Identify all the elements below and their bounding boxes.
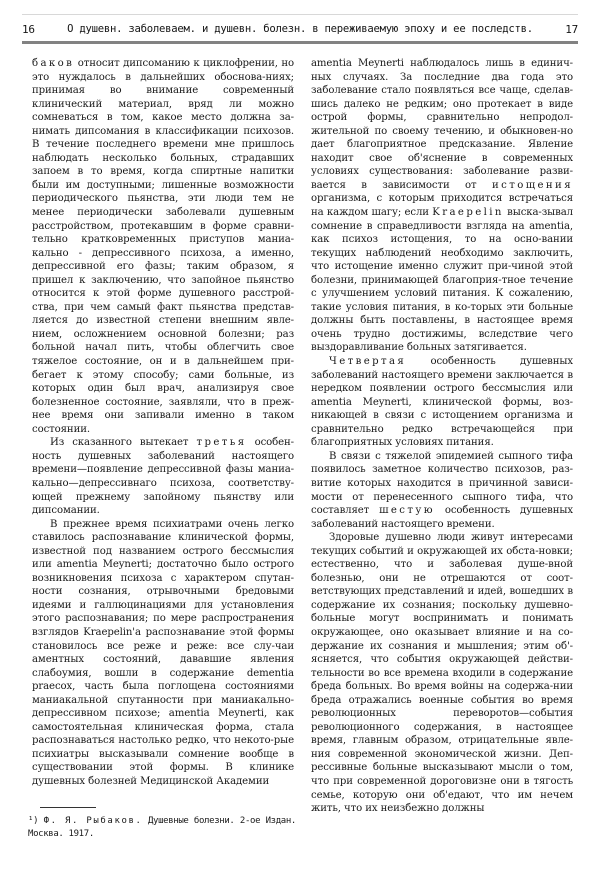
- footnote-marker: ¹): [28, 816, 39, 826]
- header-rule: [22, 41, 578, 44]
- paragraph: Здоровые душевно люди живут интересами текущих событий и окружающей их обста-новки; естественно, что и заболевая душе-вной болезнью, они не отрешаются от соот-ветствующих представлений и идей, вошедших в содержание их сознания; поскольку душевно-больные могут воспринимать и понимать окружающее, оно оказывает влияние и на со-держание их сознания и мышления; этим об'-ясняется, что события окружающей действи-тельности во все времена входили в содержание бреда больных. Во время войны на содержа-нии бреда отражались военные события во время революционных переворотов—события революционного содержания, в настоящее время, главным образом, отрицательные явле-ния современной экономической жизни. Деп-рессивные больные высказывают мысли о том, что при современной дороговизне они в тягость семье, которую они об'едают, что им нечем жить, что их неизбежно должны: [311, 532, 573, 815]
- emphasis-third: третья: [196, 437, 247, 449]
- paragraph-text: amentia Meynerti наблюдалось лишь в единич-ных случаях. За последние два года это заболевание стало появляться все чаще, сделав-шись далеко не редким; оно протекает в виде острой формы, сравнительно непродол-жительной по своему течению, и обыкновен-но дает благоприятное предсказание. Явление находит свое об'яснение в современных условиях существования: заболевание разви-вается в зависимости от: [311, 58, 573, 191]
- left-column: [32, 57, 294, 789]
- paragraph-text: Из сказанного вытекает: [50, 437, 197, 449]
- footnote-rule: [40, 807, 96, 808]
- paragraph-text: особенность душевных заболеваний настоящего времени заключается в нередком появлении острого бессмыслия или amentia Meynerti, клинической формы, воз-никающей в связи с истощением организма и сравнительно редко встречающейся при благоприятных условиях питания.: [311, 356, 573, 449]
- running-title: О душевн. заболеваем. и душевн. болезн. в переживаемую эпоху и ее последств.: [67, 23, 533, 35]
- paragraph: [311, 450, 573, 531]
- footnote: [28, 815, 296, 840]
- footnote-author: Ф. Я. Рыбаков.: [43, 816, 143, 826]
- emphasis-kraepelin: Kraepelin: [432, 207, 504, 219]
- paragraph: [32, 57, 294, 436]
- paragraph: [32, 436, 294, 517]
- paragraph: [311, 355, 573, 450]
- spaced-author-name: баков: [32, 58, 75, 69]
- paragraph: В прежнее время психиатрами очень легко ставилось распознавание клинической формы, известной под названием острого бессмыслия или amentia Meynerti; достаточно было острого возникновения психоза с характером спутан-ности сознания, отрывочными бредовыми идеями и галлюцинациями для установления этого распознавания; по мере распространения взглядов Kraepelin'а распознавание этой формы становилось все реже и реже: все слу-чаи аментных состояний, дававшие явления слабоумия, вошли в содержание dementia praecox, часть была поглощена состояниями маниакальной спутанности при маниакально-депрессивном психозе; amentia Meynerti, как самостоятельная клиническая форма, стала распознаваться настолько редко, что некото-рые психиатры высказывали сомнение вообще в существовании этой формы. В клинике душевных болезней Медицинской Академии: [32, 518, 294, 787]
- page-number-right: 17: [565, 22, 578, 36]
- paragraph-text: особен-ность душевных заболеваний настоящего времени—появление депрессивной фазы маниа-кально—депрессивнаго психоза, соответству-ющей прежнему запойному пьянству или дипсомании.: [32, 437, 294, 517]
- paragraph-text: выска-зывал сомнение в справедливости взгляда на amentia, как психоз истощения, то на осно-вании текущих наблюдений необходимо заключить, что истощение именно служит при-чиной этой болезни, принимающей благоприя-тное течение с улучшением условий питания. К сожалению, такие условия питания, в ко-торых эти больные должны быть поставлены, в настоящее время очень трудно достижимы, вследствие чего выздоравливание больных затягивается.: [311, 207, 573, 354]
- paragraph-text: В связи с тяжелой эпидемией сыпного тифа появилось заметное количество психозов, раз-витие которых находится в причинной зависи-мости от перенесенного сыпного тифа, что составляет: [311, 450, 573, 517]
- paragraph-text: относит дипсоманию к циклофрении, но это нуждалось в дальнейших обоснова-ниях; принимая во внимание современный клинический материал, вряд ли можно сомневаться в том, какое место должна за-нимать дипсомания в классификации психозов. В течение последнего времени мне пришлось наблюдать несколько больных, страдавших запоем в то время, когда спиртные напитки были им доступными; лишенные возможности периодического пьянства, эти люди тем не менее периодически заболевали душевным расстройством, протекавшим в форме сравни-тельно кратковременных приступов маниа-кально - депрессивного психоза, а именно, депрессивной его фазы; таким образом, я пришел к заключению, что запойное пьянство относится к этой форме душевного расстрой-ства, при чем самый факт пьянства представ-ляется до известной степени внешним явле-нием, осложнением основной болезни; раз больной начал пить, чтобы облегчить свое тяжелое состояние, он и в дальнейшем при-бегает к этому способу; сами больные, из которых один был врач, анализируя свое болезненное состояние, заявляли, что в преж-нее время они запивали именно в таком состоянии.: [32, 58, 294, 435]
- page-number-left: 16: [22, 22, 35, 36]
- emphasis-fourth: Четвертая: [329, 356, 407, 368]
- top-edge-line: [22, 14, 578, 15]
- paragraph: [311, 57, 573, 355]
- paragraph-text: организма, с которым приходится встречаться на каждом шагу; если: [311, 193, 573, 219]
- paragraph-text: особенность душевных заболеваний настоящего времени.: [311, 505, 573, 530]
- running-header: [22, 19, 578, 39]
- emphasis-exhaustion: истощения: [491, 179, 573, 191]
- footnote-text: Душевные болезни. 2-ое Издан. Москва. 1917.: [28, 816, 296, 839]
- right-column: [311, 57, 573, 816]
- emphasis-sixth: шестую: [379, 505, 435, 517]
